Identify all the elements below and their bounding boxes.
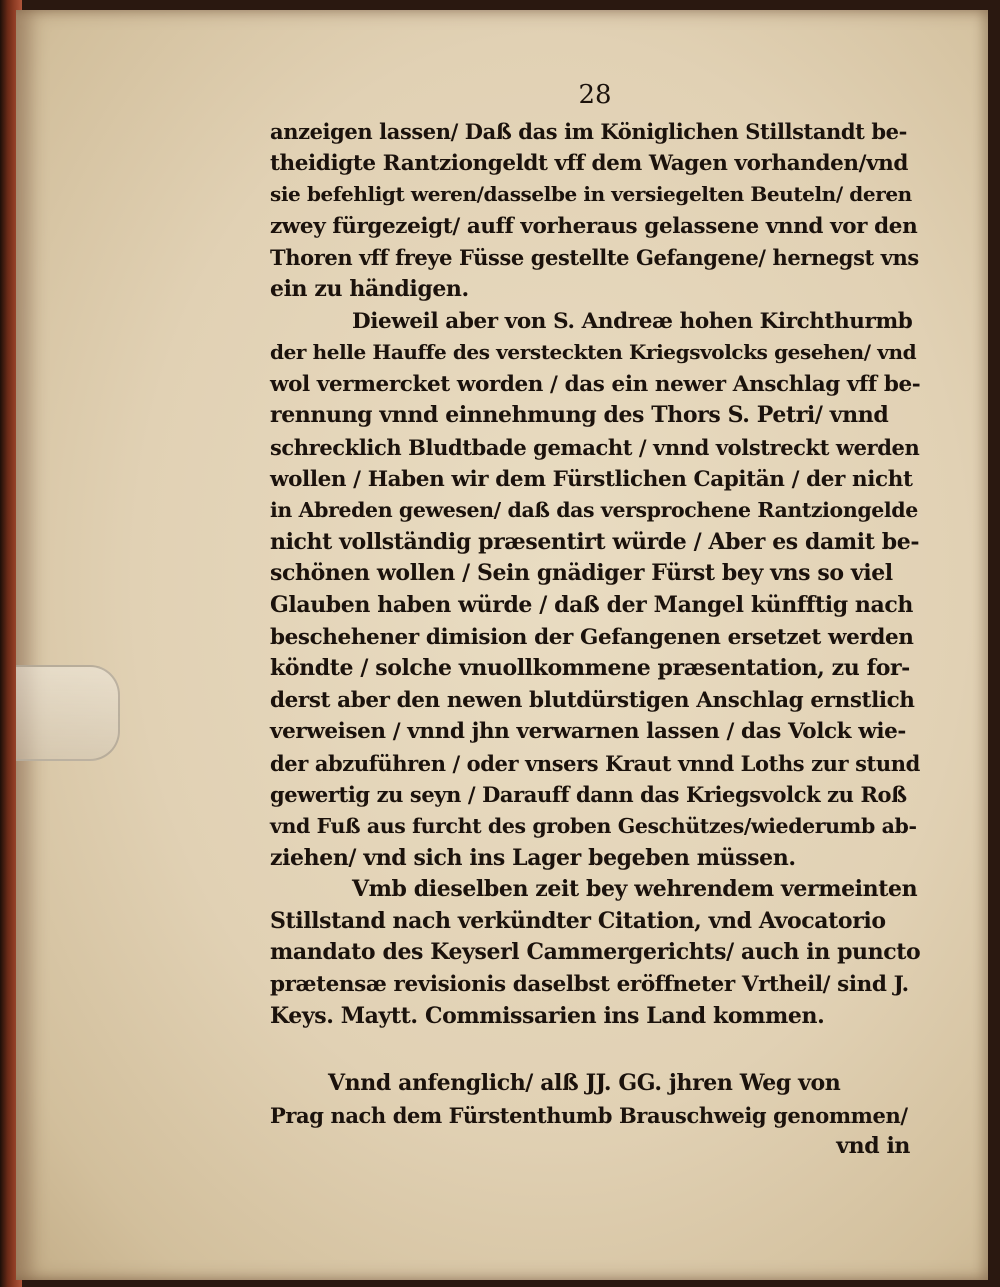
text-line: prætensæ revisionis daselbst eröffneter Vrtheil/ sind J. xyxy=(270,972,909,998)
paragraph-2 xyxy=(270,306,920,875)
text-line: wollen / Haben wir dem Fürstlichen Capitän / der nicht xyxy=(270,466,913,492)
text-line: köndte / solche vnuollkommene præsentation, zu for- xyxy=(270,655,910,682)
text-line: der helle Hauffe des versteckten Kriegsvolcks gesehen/ vnd xyxy=(270,340,917,365)
text-line: theidigte Rantziongeldt vff dem Wagen vorhanden/vnd xyxy=(270,150,909,176)
paragraph-3 xyxy=(270,874,920,1032)
text-line: verweisen / vnnd jhn verwarnen lassen / das Volck wie- xyxy=(270,719,906,745)
text-line: Stillstand nach verkündter Citation, vnd Avocatorio xyxy=(270,907,886,934)
text-line: ein zu händigen. xyxy=(270,275,469,302)
catchword: vnd in xyxy=(836,1133,910,1160)
text-line: schrecklich Bludtbade gemacht / vnnd volstreckt werden xyxy=(270,434,920,460)
text-line: Vmb dieselben zeit bey wehrendem vermeinten xyxy=(352,876,918,903)
page-text xyxy=(270,78,920,1163)
text-line: beschehener dimision der Gefangenen ersetzet werden xyxy=(270,624,914,650)
text-line: nicht vollständig præsentirt würde / Aber es damit be- xyxy=(270,528,920,555)
page-clip xyxy=(16,665,120,761)
text-line: Dieweil aber von S. Andreæ hohen Kirchthurmb xyxy=(352,308,913,334)
text-line: vnd Fuß aus furcht des groben Geschützes/wiederumb ab- xyxy=(270,814,917,839)
text-line: sie befehligt weren/dasselbe in versiegelten Beuteln/ deren xyxy=(270,182,912,207)
text-line: Vnnd anfenglich/ alß JJ. GG. jhren Weg von xyxy=(328,1070,841,1097)
text-line: ziehen/ vnd sich ins Lager begeben müssen. xyxy=(270,844,796,871)
text-line: wol vermercket worden / das ein newer Anschlag vff be- xyxy=(270,371,921,397)
text-line: der abzuführen / oder vnsers Kraut vnnd Loths zur stund xyxy=(270,750,920,776)
text-line: Glauben haben würde / daß der Mangel künfftig nach xyxy=(270,591,913,618)
paragraph-1 xyxy=(270,116,920,306)
page-number: 28 xyxy=(578,80,612,110)
text-line: derst aber den newen blutdürstigen Anschlag ernstlich xyxy=(270,687,915,713)
text-line: zwey fürgezeigt/ auff vorheraus gelassene vnnd vor den xyxy=(270,213,918,239)
text-line: rennung vnnd einnehmung des Thors S. Petri/ vnnd xyxy=(270,402,889,429)
text-line: schönen wollen / Sein gnädiger Fürst bey vns so viel xyxy=(270,560,893,587)
text-line: Keys. Maytt. Commissarien ins Land kommen. xyxy=(270,1002,825,1029)
text-line: Thoren vff freye Füsse gestellte Gefangene/ hernegst vns xyxy=(270,245,919,271)
text-line: in Abreden gewesen/ daß das versprochene Rantziongelde xyxy=(270,498,918,523)
text-line: gewertig zu seyn / Darauff dann das Kriegsvolck zu Roß xyxy=(270,782,907,808)
text-line: anzeigen lassen/ Daß das im Königlichen Stillstandt be- xyxy=(270,119,907,144)
paragraph-gap xyxy=(270,1032,920,1068)
text-line: mandato des Keyserl Cammergerichts/ auch in puncto xyxy=(270,939,921,966)
paragraph-4 xyxy=(270,1068,920,1163)
text-line: Prag nach dem Fürstenthumb Brauschweig genommen/ xyxy=(270,1102,908,1128)
